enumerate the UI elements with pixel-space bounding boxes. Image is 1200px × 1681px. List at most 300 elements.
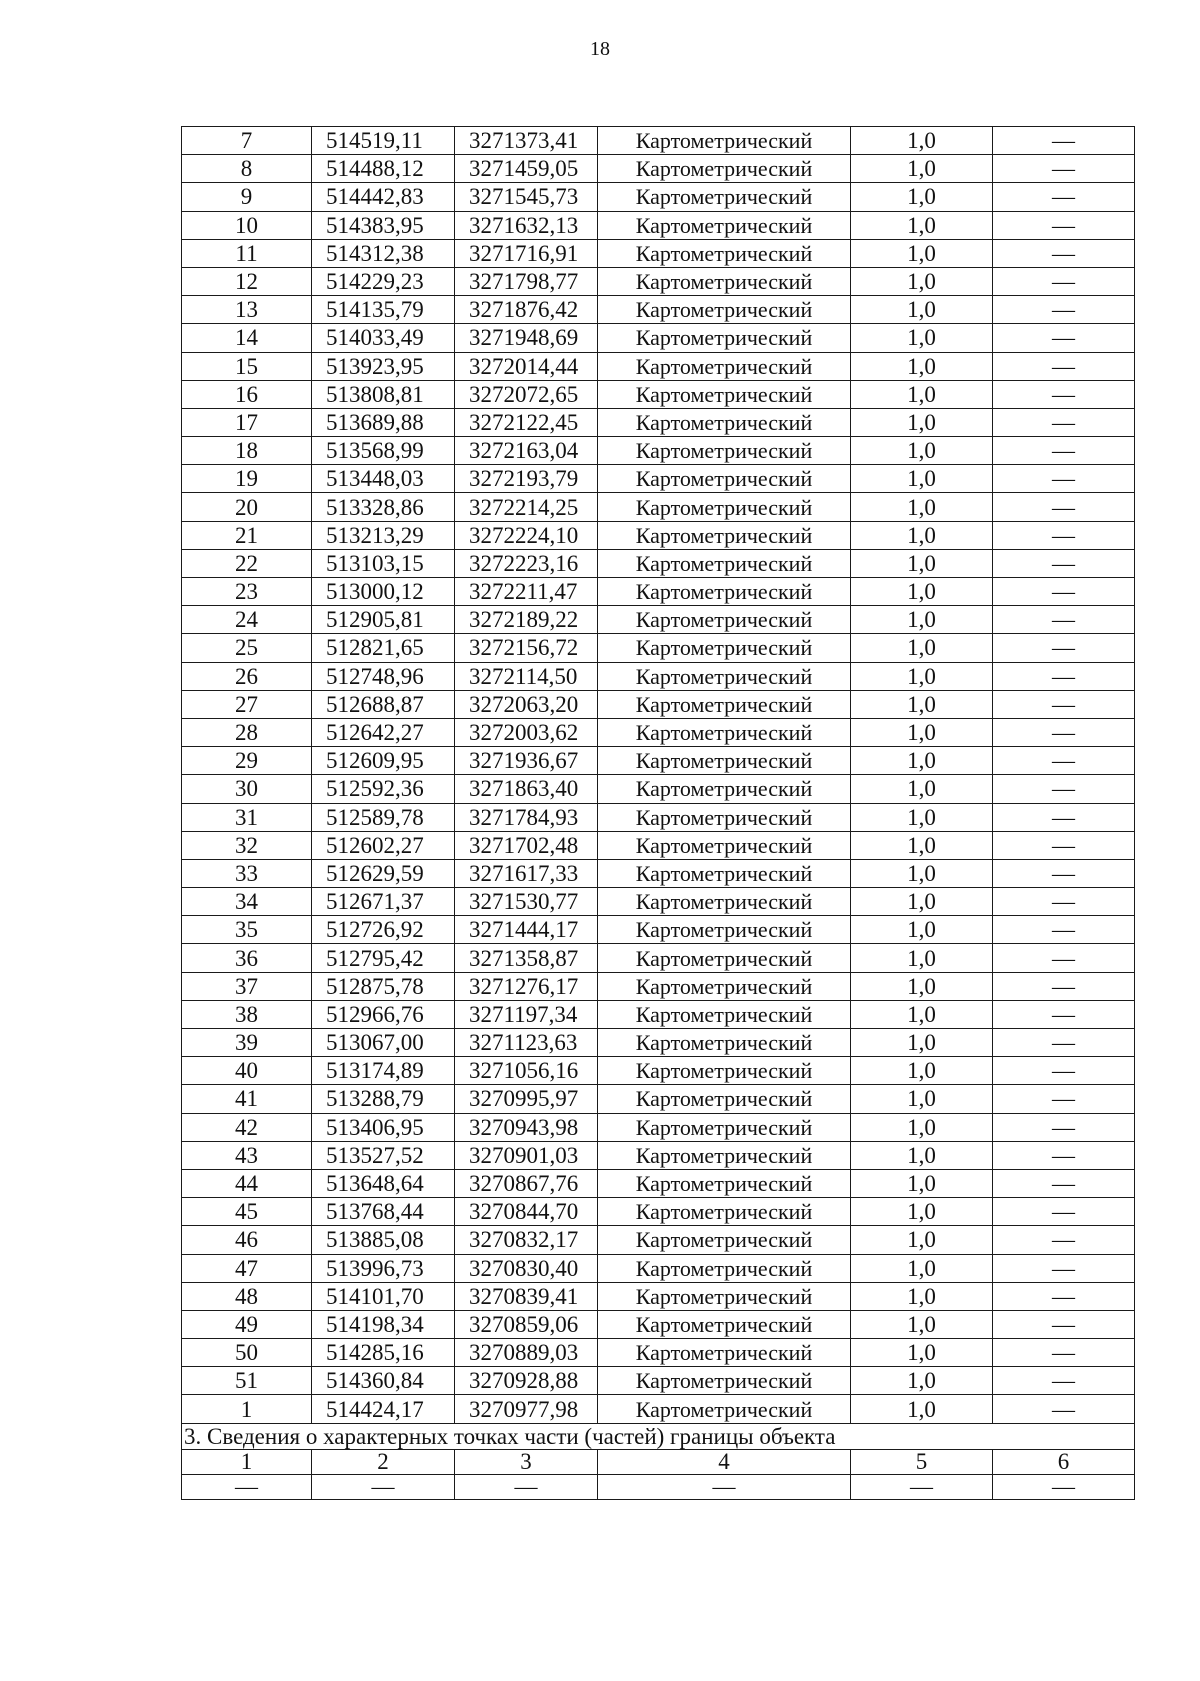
table-row [182, 1254, 1135, 1282]
description-cell: — [993, 549, 1135, 577]
method-cell: Картометрический [598, 1113, 851, 1141]
accuracy-cell: 1,0 [851, 296, 993, 324]
y-coordinate-cell: 3271798,77 [455, 267, 598, 295]
description-cell: — [993, 1254, 1135, 1282]
accuracy-cell: 1,0 [851, 239, 993, 267]
table-row [182, 1282, 1135, 1310]
accuracy-cell: 1,0 [851, 690, 993, 718]
point-number-cell: 24 [182, 606, 312, 634]
column-number-cell: 1 [182, 1449, 312, 1474]
accuracy-cell: 1,0 [851, 1057, 993, 1085]
method-cell: Картометрический [598, 1367, 851, 1395]
point-number-cell: 50 [182, 1339, 312, 1367]
description-cell: — [993, 831, 1135, 859]
x-coordinate-cell: 512688,87 [312, 690, 455, 718]
y-coordinate-cell: 3272223,16 [455, 549, 598, 577]
point-number-cell: 30 [182, 775, 312, 803]
accuracy-cell: 1,0 [851, 1226, 993, 1254]
accuracy-cell: 1,0 [851, 1000, 993, 1028]
point-number-cell: 22 [182, 549, 312, 577]
method-cell: Картометрический [598, 1169, 851, 1197]
point-number-cell: 13 [182, 296, 312, 324]
x-coordinate-cell: 514312,38 [312, 239, 455, 267]
y-coordinate-cell: 3271876,42 [455, 296, 598, 324]
point-number-cell: 49 [182, 1310, 312, 1338]
point-number-cell: 46 [182, 1226, 312, 1254]
description-cell: — [993, 380, 1135, 408]
table-row [182, 859, 1135, 887]
description-cell: — [993, 155, 1135, 183]
method-cell: Картометрический [598, 972, 851, 1000]
point-number-cell: 12 [182, 267, 312, 295]
x-coordinate-cell: 512602,27 [312, 831, 455, 859]
table-row [182, 1141, 1135, 1169]
y-coordinate-cell: 3270832,17 [455, 1226, 598, 1254]
x-coordinate-cell: 512905,81 [312, 606, 455, 634]
table-row [182, 380, 1135, 408]
y-coordinate-cell: 3271936,67 [455, 747, 598, 775]
y-coordinate-cell: 3270943,98 [455, 1113, 598, 1141]
y-coordinate-cell: 3271197,34 [455, 1000, 598, 1028]
description-cell: — [993, 1339, 1135, 1367]
accuracy-cell: 1,0 [851, 916, 993, 944]
y-coordinate-cell: 3272114,50 [455, 662, 598, 690]
accuracy-cell: 1,0 [851, 324, 993, 352]
y-coordinate-cell: 3271358,87 [455, 944, 598, 972]
x-coordinate-cell: 512671,37 [312, 888, 455, 916]
method-cell: Картометрический [598, 437, 851, 465]
table-row [182, 888, 1135, 916]
accuracy-cell: 1,0 [851, 1169, 993, 1197]
y-coordinate-cell: 3271056,16 [455, 1057, 598, 1085]
table-row [182, 324, 1135, 352]
x-coordinate-cell: 513808,81 [312, 380, 455, 408]
y-coordinate-cell: 3271545,73 [455, 183, 598, 211]
description-cell: — [993, 1395, 1135, 1423]
section-3-title: 3. Сведения о характерных точках части (частей) границы объекта [182, 1423, 1135, 1449]
x-coordinate-cell: 514033,49 [312, 324, 455, 352]
point-number-cell: 20 [182, 493, 312, 521]
description-cell: — [993, 888, 1135, 916]
method-cell: Картометрический [598, 944, 851, 972]
method-cell: Картометрический [598, 606, 851, 634]
description-cell: — [993, 859, 1135, 887]
table-row [182, 183, 1135, 211]
x-coordinate-cell: 512589,78 [312, 803, 455, 831]
table-row [182, 1310, 1135, 1338]
table-row [182, 1169, 1135, 1197]
method-cell: Картометрический [598, 1226, 851, 1254]
y-coordinate-cell: 3270889,03 [455, 1339, 598, 1367]
description-cell: — [993, 296, 1135, 324]
description-cell: — [993, 972, 1135, 1000]
section-3-title-row [182, 1423, 1135, 1449]
method-cell: Картометрический [598, 859, 851, 887]
method-cell: Картометрический [598, 1198, 851, 1226]
point-number-cell: 18 [182, 437, 312, 465]
accuracy-cell: 1,0 [851, 606, 993, 634]
y-coordinate-cell: 3272214,25 [455, 493, 598, 521]
column-number-cell: 6 [993, 1449, 1135, 1474]
empty-cell: — [182, 1474, 312, 1499]
description-cell: — [993, 267, 1135, 295]
x-coordinate-cell: 513067,00 [312, 1029, 455, 1057]
description-cell: — [993, 1029, 1135, 1057]
accuracy-cell: 1,0 [851, 493, 993, 521]
accuracy-cell: 1,0 [851, 1085, 993, 1113]
y-coordinate-cell: 3270830,40 [455, 1254, 598, 1282]
empty-cell: — [598, 1474, 851, 1499]
y-coordinate-cell: 3270995,97 [455, 1085, 598, 1113]
table-row [182, 944, 1135, 972]
accuracy-cell: 1,0 [851, 1310, 993, 1338]
description-cell: — [993, 803, 1135, 831]
method-cell: Картометрический [598, 1339, 851, 1367]
table-row [182, 803, 1135, 831]
accuracy-cell: 1,0 [851, 662, 993, 690]
accuracy-cell: 1,0 [851, 747, 993, 775]
description-cell: — [993, 606, 1135, 634]
point-number-cell: 10 [182, 211, 312, 239]
method-cell: Картометрический [598, 296, 851, 324]
y-coordinate-cell: 3272224,10 [455, 521, 598, 549]
x-coordinate-cell: 512821,65 [312, 634, 455, 662]
accuracy-cell: 1,0 [851, 267, 993, 295]
section-3-empty-row [182, 1474, 1135, 1499]
accuracy-cell: 1,0 [851, 1339, 993, 1367]
x-coordinate-cell: 514424,17 [312, 1395, 455, 1423]
description-cell: — [993, 944, 1135, 972]
method-cell: Картометрический [598, 352, 851, 380]
y-coordinate-cell: 3271632,13 [455, 211, 598, 239]
y-coordinate-cell: 3272122,45 [455, 408, 598, 436]
description-cell: — [993, 1085, 1135, 1113]
table-row [182, 211, 1135, 239]
table-row [182, 775, 1135, 803]
empty-cell: — [312, 1474, 455, 1499]
method-cell: Картометрический [598, 408, 851, 436]
method-cell: Картометрический [598, 1254, 851, 1282]
method-cell: Картометрический [598, 155, 851, 183]
x-coordinate-cell: 513448,03 [312, 465, 455, 493]
accuracy-cell: 1,0 [851, 1113, 993, 1141]
method-cell: Картометрический [598, 267, 851, 295]
table-row [182, 352, 1135, 380]
point-number-cell: 29 [182, 747, 312, 775]
y-coordinate-cell: 3272014,44 [455, 352, 598, 380]
x-coordinate-cell: 513000,12 [312, 578, 455, 606]
accuracy-cell: 1,0 [851, 578, 993, 606]
table-row [182, 296, 1135, 324]
method-cell: Картометрический [598, 831, 851, 859]
x-coordinate-cell: 513689,88 [312, 408, 455, 436]
description-cell: — [993, 1057, 1135, 1085]
point-number-cell: 51 [182, 1367, 312, 1395]
method-cell: Картометрический [598, 916, 851, 944]
method-cell: Картометрический [598, 183, 851, 211]
point-number-cell: 14 [182, 324, 312, 352]
point-number-cell: 38 [182, 1000, 312, 1028]
section-3 [182, 1423, 1135, 1499]
accuracy-cell: 1,0 [851, 1029, 993, 1057]
x-coordinate-cell: 513996,73 [312, 1254, 455, 1282]
accuracy-cell: 1,0 [851, 211, 993, 239]
x-coordinate-cell: 513328,86 [312, 493, 455, 521]
x-coordinate-cell: 513885,08 [312, 1226, 455, 1254]
method-cell: Картометрический [598, 803, 851, 831]
description-cell: — [993, 1169, 1135, 1197]
method-cell: Картометрический [598, 775, 851, 803]
accuracy-cell: 1,0 [851, 1367, 993, 1395]
point-number-cell: 27 [182, 690, 312, 718]
y-coordinate-cell: 3271702,48 [455, 831, 598, 859]
description-cell: — [993, 437, 1135, 465]
point-number-cell: 16 [182, 380, 312, 408]
description-cell: — [993, 662, 1135, 690]
accuracy-cell: 1,0 [851, 831, 993, 859]
point-number-cell: 45 [182, 1198, 312, 1226]
accuracy-cell: 1,0 [851, 380, 993, 408]
y-coordinate-cell: 3271530,77 [455, 888, 598, 916]
description-cell: — [993, 1282, 1135, 1310]
table-row [182, 1057, 1135, 1085]
x-coordinate-cell: 514285,16 [312, 1339, 455, 1367]
x-coordinate-cell: 512609,95 [312, 747, 455, 775]
table-row [182, 747, 1135, 775]
point-number-cell: 35 [182, 916, 312, 944]
accuracy-cell: 1,0 [851, 1282, 993, 1310]
point-number-cell: 7 [182, 127, 312, 155]
accuracy-cell: 1,0 [851, 718, 993, 746]
table-row [182, 239, 1135, 267]
point-number-cell: 34 [182, 888, 312, 916]
method-cell: Картометрический [598, 718, 851, 746]
x-coordinate-cell: 512748,96 [312, 662, 455, 690]
column-number-cell: 5 [851, 1449, 993, 1474]
x-coordinate-cell: 513527,52 [312, 1141, 455, 1169]
point-number-cell: 48 [182, 1282, 312, 1310]
description-cell: — [993, 127, 1135, 155]
table-row [182, 718, 1135, 746]
y-coordinate-cell: 3272163,04 [455, 437, 598, 465]
accuracy-cell: 1,0 [851, 1395, 993, 1423]
table-row [182, 831, 1135, 859]
table-row [182, 606, 1135, 634]
method-cell: Картометрический [598, 1000, 851, 1028]
point-number-cell: 21 [182, 521, 312, 549]
x-coordinate-cell: 512629,59 [312, 859, 455, 887]
empty-cell: — [993, 1474, 1135, 1499]
accuracy-cell: 1,0 [851, 888, 993, 916]
description-cell: — [993, 352, 1135, 380]
method-cell: Картометрический [598, 1085, 851, 1113]
table-row [182, 634, 1135, 662]
description-cell: — [993, 1310, 1135, 1338]
description-cell: — [993, 1141, 1135, 1169]
method-cell: Картометрический [598, 493, 851, 521]
method-cell: Картометрический [598, 634, 851, 662]
table-row [182, 916, 1135, 944]
point-number-cell: 23 [182, 578, 312, 606]
point-number-cell: 43 [182, 1141, 312, 1169]
y-coordinate-cell: 3272063,20 [455, 690, 598, 718]
column-number-cell: 3 [455, 1449, 598, 1474]
y-coordinate-cell: 3271276,17 [455, 972, 598, 1000]
description-cell: — [993, 1198, 1135, 1226]
y-coordinate-cell: 3272072,65 [455, 380, 598, 408]
y-coordinate-cell: 3271444,17 [455, 916, 598, 944]
description-cell: — [993, 634, 1135, 662]
y-coordinate-cell: 3271123,63 [455, 1029, 598, 1057]
y-coordinate-cell: 3272156,72 [455, 634, 598, 662]
table-row [182, 972, 1135, 1000]
y-coordinate-cell: 3270977,98 [455, 1395, 598, 1423]
description-cell: — [993, 747, 1135, 775]
table-row [182, 465, 1135, 493]
y-coordinate-cell: 3270839,41 [455, 1282, 598, 1310]
method-cell: Картометрический [598, 1057, 851, 1085]
point-number-cell: 1 [182, 1395, 312, 1423]
x-coordinate-cell: 513406,95 [312, 1113, 455, 1141]
description-cell: — [993, 211, 1135, 239]
accuracy-cell: 1,0 [851, 155, 993, 183]
description-cell: — [993, 1113, 1135, 1141]
point-number-cell: 8 [182, 155, 312, 183]
table-row [182, 1000, 1135, 1028]
y-coordinate-cell: 3270867,76 [455, 1169, 598, 1197]
accuracy-cell: 1,0 [851, 183, 993, 211]
x-coordinate-cell: 512795,42 [312, 944, 455, 972]
accuracy-cell: 1,0 [851, 859, 993, 887]
table-row [182, 662, 1135, 690]
accuracy-cell: 1,0 [851, 408, 993, 436]
table-row [182, 267, 1135, 295]
method-cell: Картометрический [598, 324, 851, 352]
x-coordinate-cell: 514229,23 [312, 267, 455, 295]
x-coordinate-cell: 514488,12 [312, 155, 455, 183]
section-3-header-row [182, 1449, 1135, 1474]
description-cell: — [993, 1226, 1135, 1254]
description-cell: — [993, 465, 1135, 493]
table-row [182, 1198, 1135, 1226]
description-cell: — [993, 1000, 1135, 1028]
x-coordinate-cell: 514519,11 [312, 127, 455, 155]
point-number-cell: 47 [182, 1254, 312, 1282]
point-number-cell: 15 [182, 352, 312, 380]
point-number-cell: 17 [182, 408, 312, 436]
table-row [182, 521, 1135, 549]
method-cell: Картометрический [598, 1310, 851, 1338]
accuracy-cell: 1,0 [851, 1141, 993, 1169]
point-number-cell: 26 [182, 662, 312, 690]
x-coordinate-cell: 514360,84 [312, 1367, 455, 1395]
accuracy-cell: 1,0 [851, 972, 993, 1000]
y-coordinate-cell: 3272193,79 [455, 465, 598, 493]
x-coordinate-cell: 514101,70 [312, 1282, 455, 1310]
method-cell: Картометрический [598, 549, 851, 577]
method-cell: Картометрический [598, 578, 851, 606]
table-row [182, 493, 1135, 521]
table-row [182, 549, 1135, 577]
y-coordinate-cell: 3272003,62 [455, 718, 598, 746]
description-cell: — [993, 493, 1135, 521]
x-coordinate-cell: 513288,79 [312, 1085, 455, 1113]
x-coordinate-cell: 513213,29 [312, 521, 455, 549]
accuracy-cell: 1,0 [851, 127, 993, 155]
method-cell: Картометрический [598, 888, 851, 916]
x-coordinate-cell: 513768,44 [312, 1198, 455, 1226]
accuracy-cell: 1,0 [851, 549, 993, 577]
y-coordinate-cell: 3271716,91 [455, 239, 598, 267]
y-coordinate-cell: 3271373,41 [455, 127, 598, 155]
y-coordinate-cell: 3271459,05 [455, 155, 598, 183]
accuracy-cell: 1,0 [851, 437, 993, 465]
x-coordinate-cell: 512642,27 [312, 718, 455, 746]
point-number-cell: 25 [182, 634, 312, 662]
point-number-cell: 40 [182, 1057, 312, 1085]
point-number-cell: 44 [182, 1169, 312, 1197]
method-cell: Картометрический [598, 1395, 851, 1423]
description-cell: — [993, 239, 1135, 267]
method-cell: Картометрический [598, 1282, 851, 1310]
table-row [182, 1226, 1135, 1254]
description-cell: — [993, 578, 1135, 606]
x-coordinate-cell: 512875,78 [312, 972, 455, 1000]
y-coordinate-cell: 3270844,70 [455, 1198, 598, 1226]
points-rows [182, 127, 1135, 1424]
point-number-cell: 32 [182, 831, 312, 859]
column-number-cell: 4 [598, 1449, 851, 1474]
table-row [182, 1029, 1135, 1057]
point-number-cell: 19 [182, 465, 312, 493]
method-cell: Картометрический [598, 690, 851, 718]
point-number-cell: 28 [182, 718, 312, 746]
description-cell: — [993, 324, 1135, 352]
accuracy-cell: 1,0 [851, 1254, 993, 1282]
boundary-points-table [181, 126, 1135, 1500]
x-coordinate-cell: 512592,36 [312, 775, 455, 803]
y-coordinate-cell: 3270928,88 [455, 1367, 598, 1395]
accuracy-cell: 1,0 [851, 352, 993, 380]
method-cell: Картометрический [598, 239, 851, 267]
x-coordinate-cell: 512966,76 [312, 1000, 455, 1028]
x-coordinate-cell: 514135,79 [312, 296, 455, 324]
point-number-cell: 41 [182, 1085, 312, 1113]
description-cell: — [993, 521, 1135, 549]
table-row [182, 127, 1135, 155]
method-cell: Картометрический [598, 465, 851, 493]
table-row [182, 1367, 1135, 1395]
accuracy-cell: 1,0 [851, 465, 993, 493]
y-coordinate-cell: 3271948,69 [455, 324, 598, 352]
table-row [182, 1113, 1135, 1141]
empty-cell: — [455, 1474, 598, 1499]
point-number-cell: 36 [182, 944, 312, 972]
x-coordinate-cell: 513568,99 [312, 437, 455, 465]
x-coordinate-cell: 513648,64 [312, 1169, 455, 1197]
accuracy-cell: 1,0 [851, 521, 993, 549]
y-coordinate-cell: 3272211,47 [455, 578, 598, 606]
method-cell: Картометрический [598, 211, 851, 239]
method-cell: Картометрический [598, 1141, 851, 1169]
x-coordinate-cell: 514383,95 [312, 211, 455, 239]
accuracy-cell: 1,0 [851, 634, 993, 662]
y-coordinate-cell: 3270901,03 [455, 1141, 598, 1169]
point-number-cell: 31 [182, 803, 312, 831]
table-row [182, 1339, 1135, 1367]
y-coordinate-cell: 3271784,93 [455, 803, 598, 831]
description-cell: — [993, 1367, 1135, 1395]
